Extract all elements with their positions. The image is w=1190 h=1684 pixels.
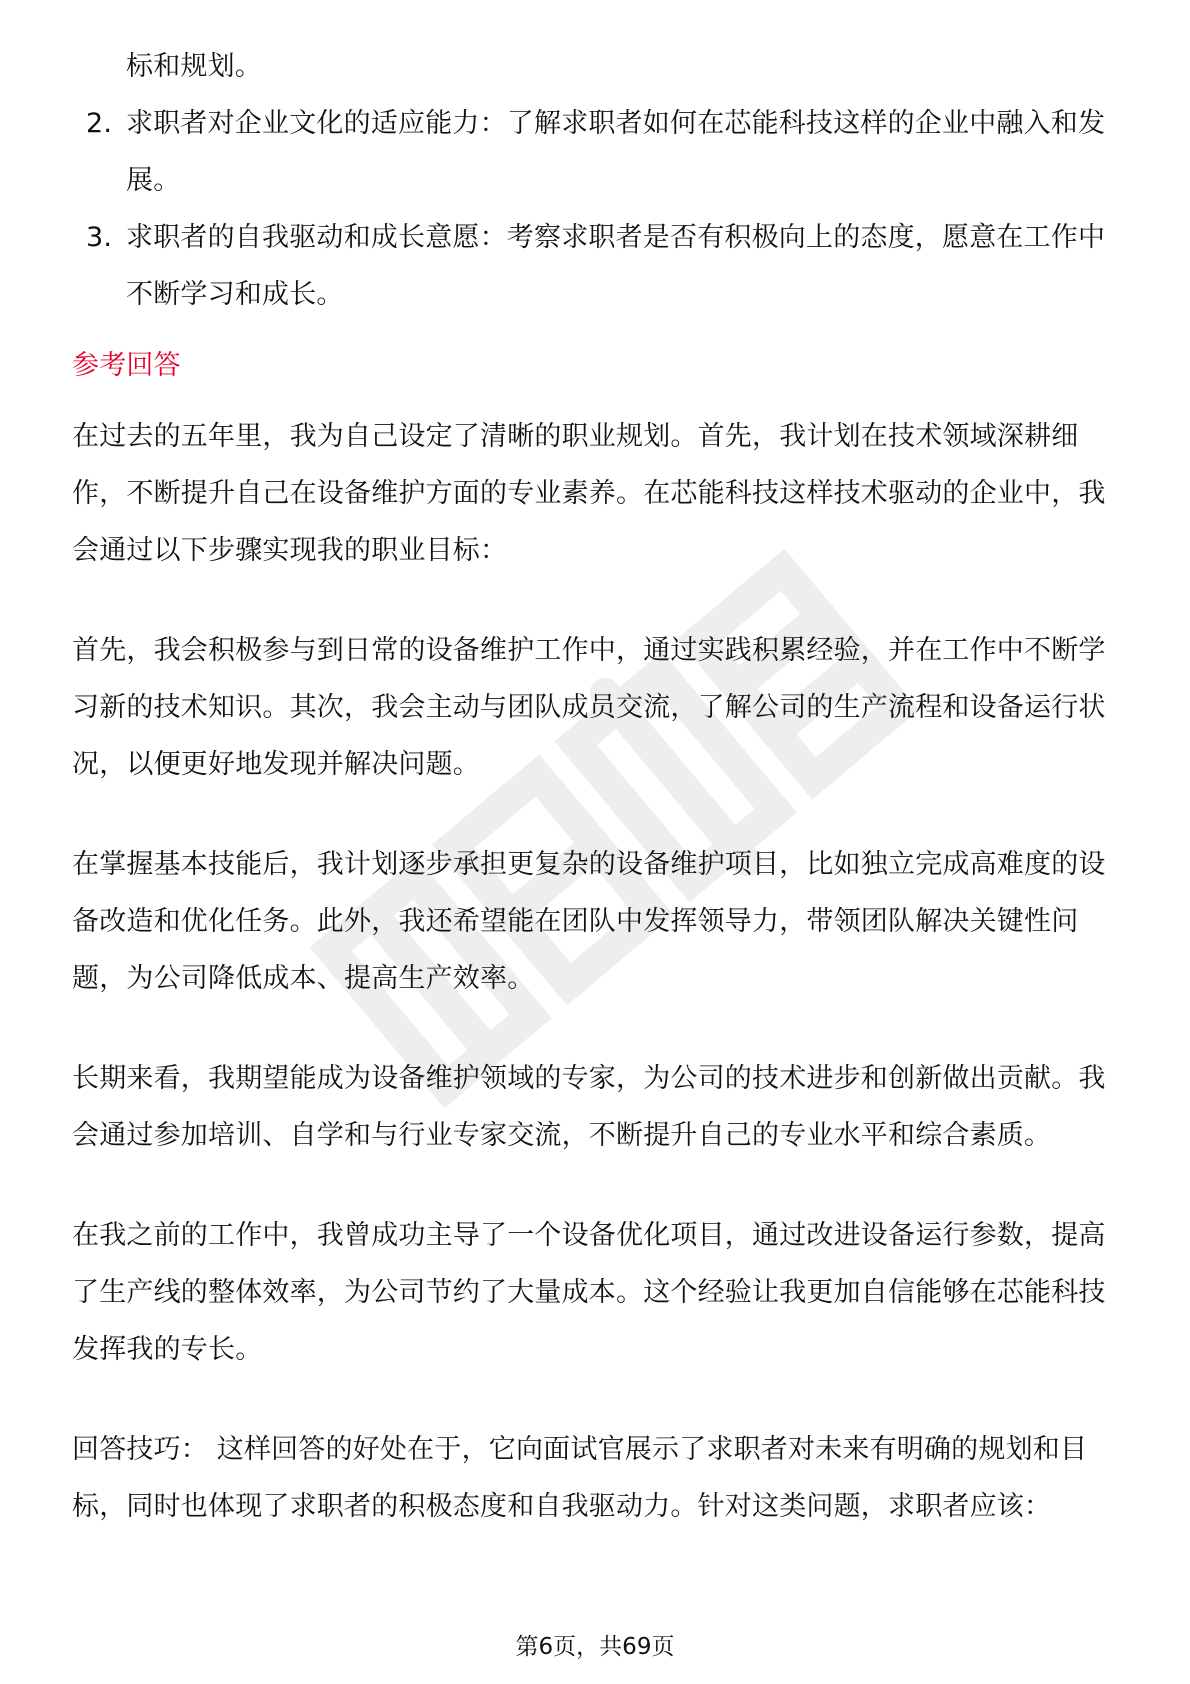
- paragraph: 长期来看，我期望能成为设备维护领域的专家，为公司的技术进步和创新做出贡献。我会通过参加培训、自学和与行业专家交流，不断提升自己的专业水平和综合素质。: [72, 1063, 1106, 1151]
- paragraph: 首先，我会积极参与到日常的设备维护工作中，通过实践积累经验，并在工作中不断学习新的技术知识。其次，我会主动与团队成员交流，了解公司的生产流程和设备运行状况，以便更好地发现并解决问题。: [72, 635, 1106, 780]
- list-item: [72, 209, 1118, 323]
- page-number-footer: 第6页，共69页: [515, 1634, 675, 1660]
- list-item-text: 求职者对企业文化的适应能力：了解求职者如何在芯能科技这样的企业中融入和发展。: [126, 108, 1106, 196]
- section-heading: 参考回答: [72, 350, 181, 381]
- list-item-number: 2.: [86, 108, 113, 139]
- list-item-number: 3.: [86, 222, 113, 253]
- list-item: [72, 95, 1118, 209]
- paragraph: 在我之前的工作中，我曾成功主导了一个设备优化项目，通过改进设备运行参数，提高了生产线的整体效率，为公司节约了大量成本。这个经验让我更加自信能够在芯能科技发挥我的专长。: [72, 1220, 1106, 1365]
- paragraph: 在过去的五年里，我为自己设定了清晰的职业规划。首先，我计划在技术领域深耕细作，不断提升自己在设备维护方面的专业素养。在芯能科技这样技术驱动的企业中，我会通过以下步骤实现我的职业目标：: [72, 421, 1106, 566]
- paragraph: 回答技巧： 这样回答的好处在于，它向面试官展示了求职者对未来有明确的规划和目标，同时也体现了求职者的积极态度和自我驱动力。针对这类问题，求职者应该：: [72, 1434, 1088, 1522]
- paragraph: 在掌握基本技能后，我计划逐步承担更复杂的设备维护项目，比如独立完成高难度的设备改造和优化任务。此外，我还希望能在团队中发挥领导力，带领团队解决关键性问题，为公司降低成本、提高生产效率。: [72, 849, 1106, 994]
- continued-list-text: 标和规划。: [126, 51, 262, 82]
- numbered-list: [72, 95, 1118, 323]
- document-content: [72, 38, 1118, 1535]
- list-item-text: 求职者的自我驱动和成长意愿：考察求职者是否有积极向上的态度，愿意在工作中不断学习和成长。: [126, 222, 1106, 310]
